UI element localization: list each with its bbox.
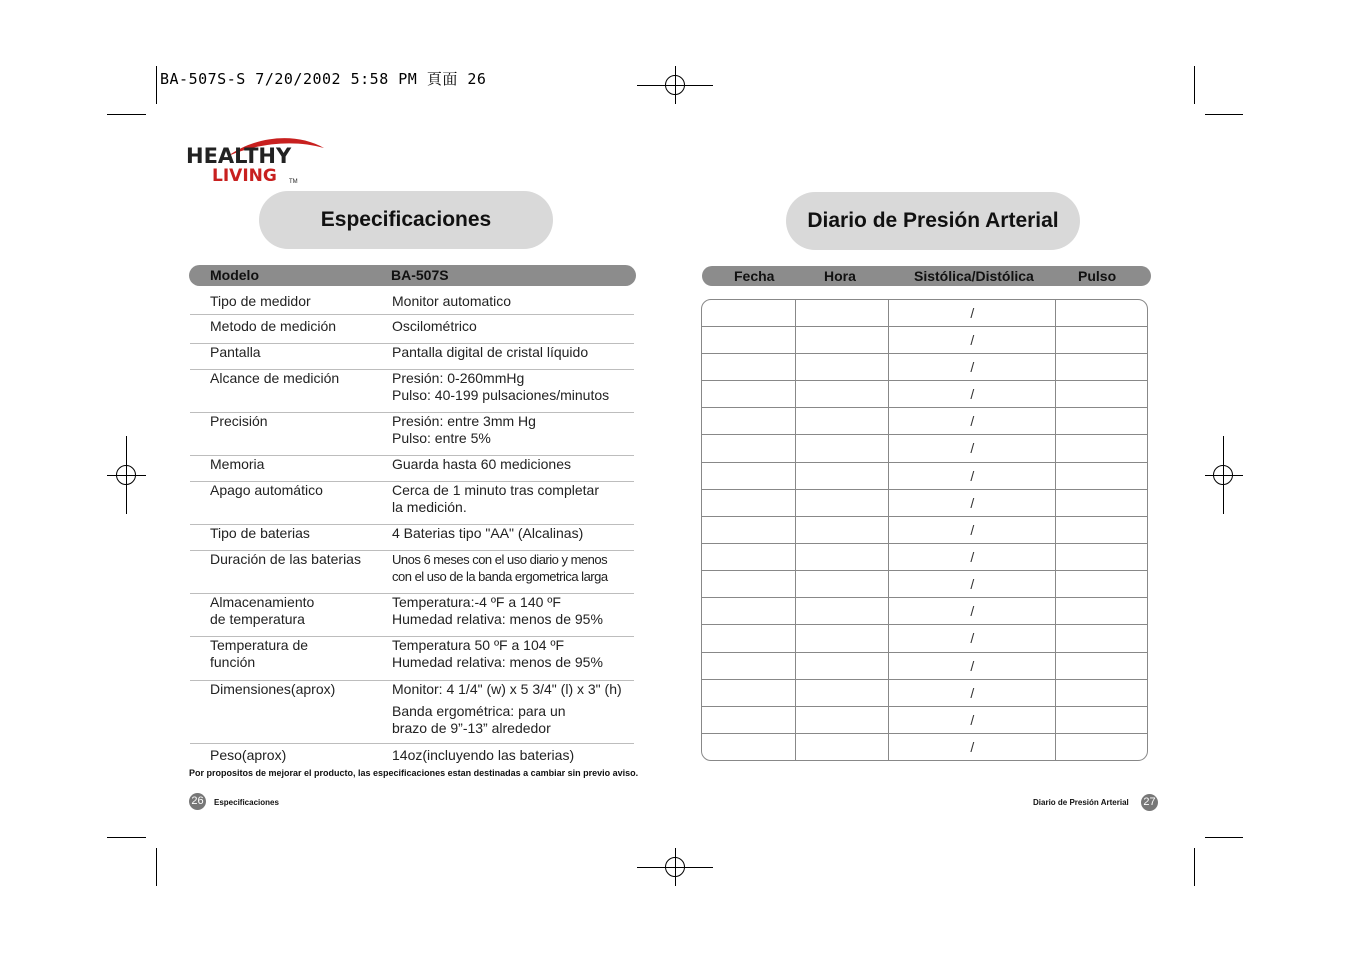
spec-label (210, 525, 310, 542)
diary-cell-hora[interactable] (795, 679, 888, 706)
spec-label-line: Alcance de medición (210, 370, 340, 386)
diary-grid (701, 299, 1148, 761)
spec-value (392, 370, 609, 404)
spec-value-line: Cerca de 1 minuto tras completar (392, 482, 599, 498)
spec-label (210, 551, 361, 568)
diary-cell-presion[interactable] (889, 625, 1056, 652)
pressure-separator: / (970, 331, 975, 348)
diary-cell-presion[interactable] (889, 300, 1056, 326)
spec-value (392, 344, 588, 361)
diary-row (702, 489, 1147, 516)
diary-cell-fecha[interactable] (702, 462, 795, 489)
crop-mark (107, 114, 146, 115)
diary-cell-pulso[interactable] (1056, 571, 1147, 598)
diary-cell-presion[interactable] (889, 462, 1056, 489)
pressure-separator: / (970, 576, 975, 593)
diary-cell-presion[interactable] (889, 489, 1056, 516)
diary-table-header (702, 266, 1151, 286)
spec-value (392, 551, 608, 585)
diary-cell-pulso[interactable] (1056, 489, 1147, 516)
diary-cell-presion[interactable] (889, 353, 1056, 380)
spec-label-line: de temperatura (210, 611, 305, 627)
diary-cell-hora[interactable] (795, 462, 888, 489)
diary-cell-fecha[interactable] (702, 408, 795, 435)
spec-value-line: Temperatura:-4 ºF a 140 ºF (392, 594, 561, 610)
diary-cell-pulso[interactable] (1056, 652, 1147, 679)
diary-cell-presion[interactable] (889, 326, 1056, 353)
diary-cell-hora[interactable] (795, 706, 888, 733)
spec-label-line: Metodo de medición (210, 318, 337, 334)
diary-row (702, 625, 1147, 652)
diary-cell-fecha[interactable] (702, 353, 795, 380)
spec-label-line: Almacenamiento (210, 594, 315, 610)
spec-value (392, 318, 477, 335)
logo-tm-text: TM (289, 179, 298, 185)
page-number-left: 26 (189, 793, 206, 810)
pressure-separator: / (970, 413, 975, 430)
diary-cell-hora[interactable] (795, 435, 888, 462)
spec-row (190, 413, 634, 456)
diary-cell-pulso[interactable] (1056, 435, 1147, 462)
spec-value-line: Monitor: 4 1/4" (w) x 5 3/4" (l) x 3" (h) (392, 681, 622, 697)
diary-cell-fecha[interactable] (702, 543, 795, 570)
spec-header-model-value: BA-507S (391, 267, 449, 283)
diary-cell-hora[interactable] (795, 326, 888, 353)
spec-value (392, 413, 536, 447)
pressure-separator: / (970, 494, 975, 511)
spec-label (210, 344, 261, 361)
pressure-separator: / (970, 738, 975, 755)
spec-row (190, 525, 634, 551)
page-label-left: Especificaciones (214, 798, 279, 807)
diary-col-sistolica: Sistólica/Distólica (914, 268, 1034, 284)
diary-cell-presion[interactable] (889, 435, 1056, 462)
diary-cell-hora[interactable] (795, 733, 888, 760)
diary-cell-hora[interactable] (795, 300, 888, 326)
diary-cell-hora[interactable] (795, 408, 888, 435)
diary-row (702, 462, 1147, 489)
spec-label (210, 318, 336, 335)
diary-cell-hora[interactable] (795, 652, 888, 679)
page-label-right: Diario de Presión Arterial (1033, 798, 1129, 807)
diary-cell-fecha[interactable] (702, 300, 795, 326)
logo-living-text: LIVING (212, 166, 277, 186)
diary-cell-fecha[interactable] (702, 733, 795, 760)
spec-row (190, 747, 634, 769)
diary-cell-presion[interactable] (889, 679, 1056, 706)
spec-label-line: Dimensiones(aprox) (210, 681, 336, 697)
spec-row (190, 594, 634, 637)
crop-mark (1205, 837, 1243, 838)
spec-label (210, 370, 339, 387)
diary-row (702, 706, 1147, 733)
pressure-separator: / (970, 603, 975, 620)
crop-mark (1194, 848, 1195, 886)
spec-value (392, 747, 574, 764)
spec-row (190, 482, 634, 525)
crop-mark (1194, 66, 1195, 104)
spec-label-line: Precisión (210, 413, 268, 429)
spec-value-line: Pulso: entre 5% (392, 430, 491, 446)
spec-value-line: la medición. (392, 499, 467, 515)
diary-row (702, 543, 1147, 570)
spec-label (210, 413, 268, 430)
diary-cell-fecha[interactable] (702, 516, 795, 543)
spec-row (190, 637, 634, 681)
diary-cell-presion[interactable] (889, 733, 1056, 760)
diary-cell-presion[interactable] (889, 516, 1056, 543)
diary-cell-pulso[interactable] (1056, 598, 1147, 625)
diary-row (702, 652, 1147, 679)
spec-row (190, 318, 634, 344)
spec-label-line: Memoria (210, 456, 265, 472)
spec-value-line: Unos 6 meses con el uso diario y menos (392, 552, 608, 567)
pressure-separator: / (970, 359, 975, 376)
diary-cell-fecha[interactable] (702, 625, 795, 652)
diary-row (702, 679, 1147, 706)
diary-cell-pulso[interactable] (1056, 381, 1147, 408)
page-number-right: 27 (1141, 794, 1158, 811)
diary-row (702, 598, 1147, 625)
spec-label-line: Tipo de medidor (210, 293, 311, 309)
diary-cell-fecha[interactable] (702, 652, 795, 679)
crop-mark (107, 837, 146, 838)
healthy-living-logo (186, 132, 326, 190)
spec-value-line: con el uso de la banda ergometrica larga (392, 569, 608, 584)
diary-cell-pulso[interactable] (1056, 326, 1147, 353)
crop-mark (156, 66, 157, 104)
spec-value-line: Monitor automatico (392, 293, 512, 309)
spec-value (392, 594, 603, 628)
spec-row (190, 293, 634, 315)
spec-header-model-label: Modelo (210, 267, 259, 283)
diary-row (702, 435, 1147, 462)
diary-cell-pulso[interactable] (1056, 300, 1147, 326)
spec-label (210, 293, 311, 310)
spec-label (210, 681, 335, 698)
pressure-separator: / (970, 711, 975, 728)
diary-row (702, 300, 1147, 326)
page-title-diary: Diario de Presión Arterial (786, 192, 1080, 250)
spec-value (392, 456, 571, 473)
diary-cell-fecha[interactable] (702, 679, 795, 706)
diary-cell-presion[interactable] (889, 598, 1056, 625)
spec-label-line: Apago automático (210, 482, 323, 498)
spec-value (392, 482, 599, 516)
spec-row (190, 456, 634, 482)
spec-value-line: 14oz(incluyendo las baterias) (392, 747, 575, 763)
diary-cell-pulso[interactable] (1056, 408, 1147, 435)
spec-row (190, 370, 634, 413)
diary-cell-pulso[interactable] (1056, 625, 1147, 652)
diary-cell-hora[interactable] (795, 625, 888, 652)
diary-cell-pulso[interactable] (1056, 706, 1147, 733)
diary-col-fecha: Fecha (734, 268, 775, 284)
print-header: BA-507S-S 7/20/2002 5:58 PM 頁面 26 (160, 70, 487, 88)
diary-row (702, 353, 1147, 380)
spec-value (392, 681, 622, 737)
diary-cell-presion[interactable] (889, 571, 1056, 598)
spec-label-line: Pantalla (210, 344, 261, 360)
diary-cell-fecha[interactable] (702, 326, 795, 353)
diary-row (702, 733, 1147, 760)
diary-cell-fecha[interactable] (702, 489, 795, 516)
diary-cell-hora[interactable] (795, 543, 888, 570)
spec-value-line: Presión: entre 3mm Hg (392, 413, 536, 429)
spec-value-line: Humedad relativa: menos de 95% (392, 611, 603, 627)
spec-label (210, 637, 308, 671)
diary-cell-presion[interactable] (889, 408, 1056, 435)
diary-row (702, 516, 1147, 543)
diary-row (702, 408, 1147, 435)
diary-cell-pulso[interactable] (1056, 733, 1147, 760)
diary-row (702, 571, 1147, 598)
spec-value-line: Presión: 0-260mmHg (392, 370, 525, 386)
spec-value (392, 525, 583, 542)
spec-value (392, 637, 603, 671)
diary-cell-hora[interactable] (795, 571, 888, 598)
diary-row (702, 381, 1147, 408)
diary-row (702, 326, 1147, 353)
spec-value-line: Oscilométrico (392, 318, 477, 334)
spec-row (190, 551, 634, 594)
diary-cell-fecha[interactable] (702, 706, 795, 733)
spec-value-line: brazo de 9”-13” alrededor (392, 720, 551, 736)
crop-mark (1205, 114, 1243, 115)
spec-label-line: Peso(aprox) (210, 747, 287, 763)
spec-value-line: Humedad relativa: menos de 95% (392, 654, 603, 670)
diary-cell-pulso[interactable] (1056, 679, 1147, 706)
diary-cell-hora[interactable] (795, 353, 888, 380)
diary-cell-fecha[interactable] (702, 571, 795, 598)
pressure-separator: / (970, 521, 975, 538)
diary-col-pulso: Pulso (1078, 268, 1117, 284)
spec-row (190, 681, 634, 744)
spec-label (210, 747, 286, 764)
spec-value-line: Banda ergométrica: para un (392, 703, 566, 719)
footnote: Por propositos de mejorar el producto, las especificaciones estan destinadas a cambiar sin previo aviso. (189, 768, 639, 778)
page-title-specs: Especificaciones (259, 191, 553, 249)
spec-table-header (189, 265, 636, 286)
diary-cell-pulso[interactable] (1056, 353, 1147, 380)
pressure-separator: / (970, 386, 975, 403)
spec-label-line: Temperatura de (210, 637, 309, 653)
diary-cell-hora[interactable] (795, 489, 888, 516)
spec-row (190, 344, 634, 370)
diary-cell-presion[interactable] (889, 543, 1056, 570)
diary-cell-presion[interactable] (889, 381, 1056, 408)
pressure-separator: / (970, 549, 975, 566)
diary-cell-fecha[interactable] (702, 435, 795, 462)
pressure-separator: / (970, 440, 975, 457)
pressure-separator: / (970, 467, 975, 484)
crop-mark (156, 848, 157, 886)
spec-label (210, 456, 264, 473)
pressure-separator: / (970, 657, 975, 674)
diary-cell-hora[interactable] (795, 598, 888, 625)
diary-cell-pulso[interactable] (1056, 516, 1147, 543)
spec-label-line: Tipo de baterias (210, 525, 310, 541)
pressure-separator: / (970, 684, 975, 701)
spec-value (392, 293, 511, 310)
logo-healthy-text: HEALTHY (186, 144, 292, 168)
spec-value-line: Guarda hasta 60 mediciones (392, 456, 571, 472)
pressure-separator: / (970, 304, 975, 321)
spec-value-line: Pantalla digital de cristal líquido (392, 344, 589, 360)
diary-cell-fecha[interactable] (702, 381, 795, 408)
diary-cell-presion[interactable] (889, 652, 1056, 679)
diary-col-hora: Hora (824, 268, 856, 284)
pressure-separator: / (970, 630, 975, 647)
diary-cell-hora[interactable] (795, 516, 888, 543)
diary-cell-pulso[interactable] (1056, 543, 1147, 570)
spec-label-line: Duración de las baterias (210, 551, 361, 567)
diary-cell-pulso[interactable] (1056, 462, 1147, 489)
spec-value-line: 4 Baterias tipo "AA" (Alcalinas) (392, 525, 584, 541)
diary-cell-presion[interactable] (889, 706, 1056, 733)
spec-label (210, 594, 314, 628)
spec-label (210, 482, 323, 499)
spec-label-line: función (210, 654, 256, 670)
diary-cell-hora[interactable] (795, 381, 888, 408)
diary-cell-fecha[interactable] (702, 598, 795, 625)
spec-value-line: Pulso: 40-199 pulsaciones/minutos (392, 387, 610, 403)
spec-value-line: Temperatura 50 ºF a 104 ºF (392, 637, 565, 653)
